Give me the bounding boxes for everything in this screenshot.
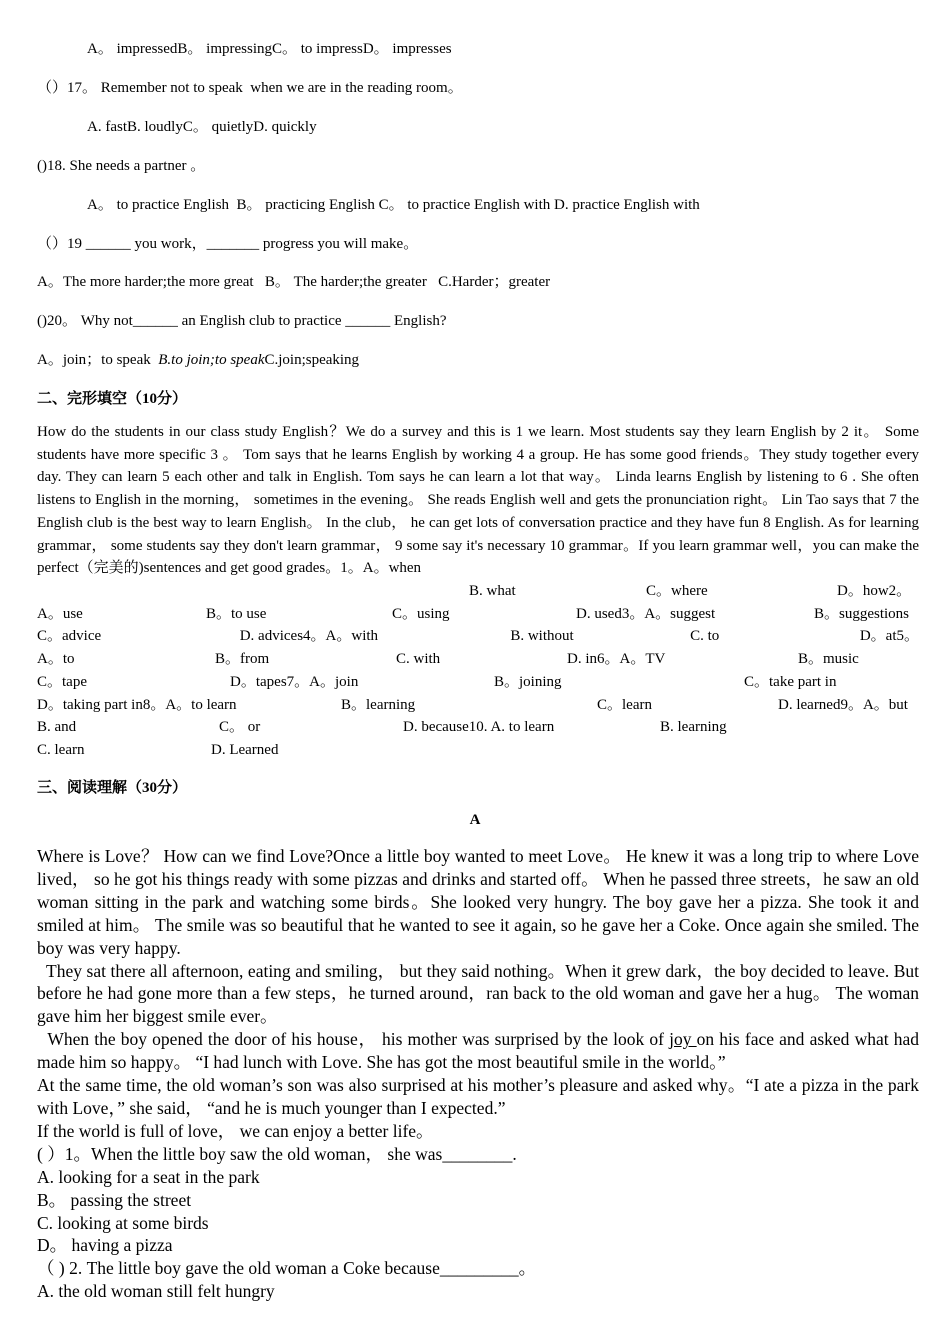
option-cell: D. advices4。A。with xyxy=(239,628,379,645)
question-1: ( ）1。When the little boy saw the old woman， she was________. xyxy=(37,1143,517,1164)
question-1-option: B。 passing the street xyxy=(37,1189,192,1210)
option-cell: B。learning xyxy=(341,696,416,713)
question-1-option: D。 having a pizza xyxy=(37,1235,173,1256)
option-cell: C. learn xyxy=(37,741,85,758)
option-cell: C。advice xyxy=(37,628,102,645)
q19-options: A。The more harder;the more great B。 The harder;the greater C.Harder；greater xyxy=(37,274,551,290)
question-1-option: A. looking for a seat in the park xyxy=(37,1166,260,1187)
passage-paragraph xyxy=(37,1028,924,1074)
q16-options: A。 impressedB。 impressingC。 to impressD。 impresses xyxy=(87,41,452,57)
option-cell: C。tape xyxy=(37,673,87,690)
cloze-options xyxy=(37,580,919,762)
option-cell: C。take part in xyxy=(744,673,837,690)
passage-paragraph: Where is Love？ How can we find Love?Once a little boy wanted to meet Love。 He knew it was a long trip to where Love lived， so he got his things ready with some pizzas and drinks and started off。 When he passed three streets，he saw an old woman sitting in the park and watching some birds。She looked very hungry. The boy gave her a pizza. She took it and smiled at him。 The smile was so beautiful that he wanted to see it again, so he gave her a Coke. Once again she smiled. The boy was very happy. xyxy=(37,846,919,958)
q18-options: A。 to practice English B。 practicing English C。 to practice English with D. practice English with xyxy=(87,197,700,213)
option-cell: C。 or xyxy=(219,719,261,736)
cloze-option-row xyxy=(37,648,919,671)
cloze-option-row xyxy=(37,603,919,626)
option-cell: D. in6。A。TV xyxy=(567,651,666,668)
option-cell: D. used3。A。suggest xyxy=(576,605,716,622)
option-cell: C. to xyxy=(690,628,720,645)
question-2: （ ) 2. The little boy gave the old woman a Coke because_________。 xyxy=(37,1258,537,1279)
option-cell: B。from xyxy=(215,651,270,668)
passage-paragraph: If the world is full of love， we can enjoy a better life。 xyxy=(37,1120,434,1141)
option-cell: C。learn xyxy=(597,696,652,713)
option-cell: D。at5。 xyxy=(859,628,920,645)
section3-heading: 三、阅读理解（30分） xyxy=(37,780,188,796)
option-cell: B. without xyxy=(510,628,574,645)
option-cell: B。music xyxy=(798,651,859,668)
option-cell: D. Learned xyxy=(211,741,279,758)
option-cell: D。tapes7。A。join xyxy=(230,673,359,690)
cloze-option-row xyxy=(37,694,919,717)
q18-stem: ()18. She needs a partner 。 xyxy=(37,158,206,174)
underlined-word: joy xyxy=(669,1029,697,1050)
cloze-option-row xyxy=(37,716,919,739)
q20-options xyxy=(37,350,359,370)
option-cell: D。how2。 xyxy=(837,583,912,599)
option-cell: A。to xyxy=(37,651,75,668)
question-1-option: C. looking at some birds xyxy=(37,1212,209,1233)
option-cell: B. what xyxy=(469,583,516,599)
q20-option-b: B.to join;to speak xyxy=(158,352,265,368)
question-2-option: A. the old woman still felt hungry xyxy=(37,1281,275,1302)
section2-heading: 二、完形填空（10分） xyxy=(37,391,188,407)
passage-text: on his face and asked what had made him so happy。 “I had lunch with Love. She has got the most beautiful smile in the world。” xyxy=(37,1029,924,1073)
option-cell: C。where xyxy=(646,583,708,599)
cloze-option-row xyxy=(37,739,919,762)
q20-option-a: A。join；to speak xyxy=(37,352,159,368)
q19-stem: （）19 ______ you work，_______ progress you will make。 xyxy=(37,236,419,252)
option-cell: B. learning xyxy=(660,719,727,736)
q20-option-c: C.join;speaking xyxy=(264,352,360,368)
part-label: A xyxy=(469,812,481,828)
reading-passage xyxy=(37,845,924,1303)
option-cell: C. with xyxy=(396,651,441,668)
cloze-option-row xyxy=(37,671,919,694)
passage-text: When the boy opened the door of his house， his mother was surprised by the look of xyxy=(37,1029,670,1050)
passage-paragraph: They sat there all afternoon, eating and smiling， but they said nothing。When it grew dark，the boy decided to leave. But before he had gone more than a few steps，he turned around，ran back to the old woman and gave her a hug。 The woman gave him her biggest smile ever。 xyxy=(37,960,924,1027)
option-cell: B. and xyxy=(37,719,77,736)
q17-stem: （）17。 Remember not to speak when we are in the reading room。 xyxy=(37,80,463,96)
option-cell: D. because10. A. to learn xyxy=(403,719,555,736)
option-cell xyxy=(37,580,469,603)
q20-stem: ()20。 Why not______ an English club to practice ______ English? xyxy=(37,313,447,329)
passage-paragraph: At the same time, the old woman’s son was also surprised at his mother’s pleasure and asked why。“I ate a pizza in the park with Love，” she said， “and he is much younger than I expected.” xyxy=(37,1075,919,1118)
option-cell: B。to use xyxy=(206,605,267,622)
option-cell: D。taking part in8。A。to learn xyxy=(37,696,237,713)
option-cell: B。suggestions xyxy=(814,605,910,622)
option-cell: B。joining xyxy=(494,673,562,690)
q17-options: A. fastB. loudlyC。 quietlyD. quickly xyxy=(87,119,317,135)
option-cell: D. learned9。A。but xyxy=(778,696,908,713)
option-cell: C。using xyxy=(392,605,450,622)
cloze-option-row xyxy=(37,580,919,603)
cloze-passage: How do the students in our class study English？We do a survey and this is 1 we learn. Most students say they learn English by 2 it。 Some students have more specific 3 。 Tom says that he learns English by working 4 a group. He has some good friends。They study together every day. They can learn 5 each other and talk in English. Tom says he can learn a lot that way。 Linda learns English by listening to 6 . She often listens to English in the morning， sometimes in the evening。 She reads English well and gets the pronunciation right。 Lin Tao says that 7 the English club is the best way to learn English。 In the club， he can get lots of conversation practice and they have fun 8 English. As for learning grammar， some students say they don't learn grammar， 9 some say it's necessary 10 grammar。If you learn grammar well，you can make the perfect（完美的)sentences and get good grades。1。A。when xyxy=(37,424,919,577)
option-cell: A。use xyxy=(37,605,83,622)
cloze-option-row xyxy=(37,625,919,648)
